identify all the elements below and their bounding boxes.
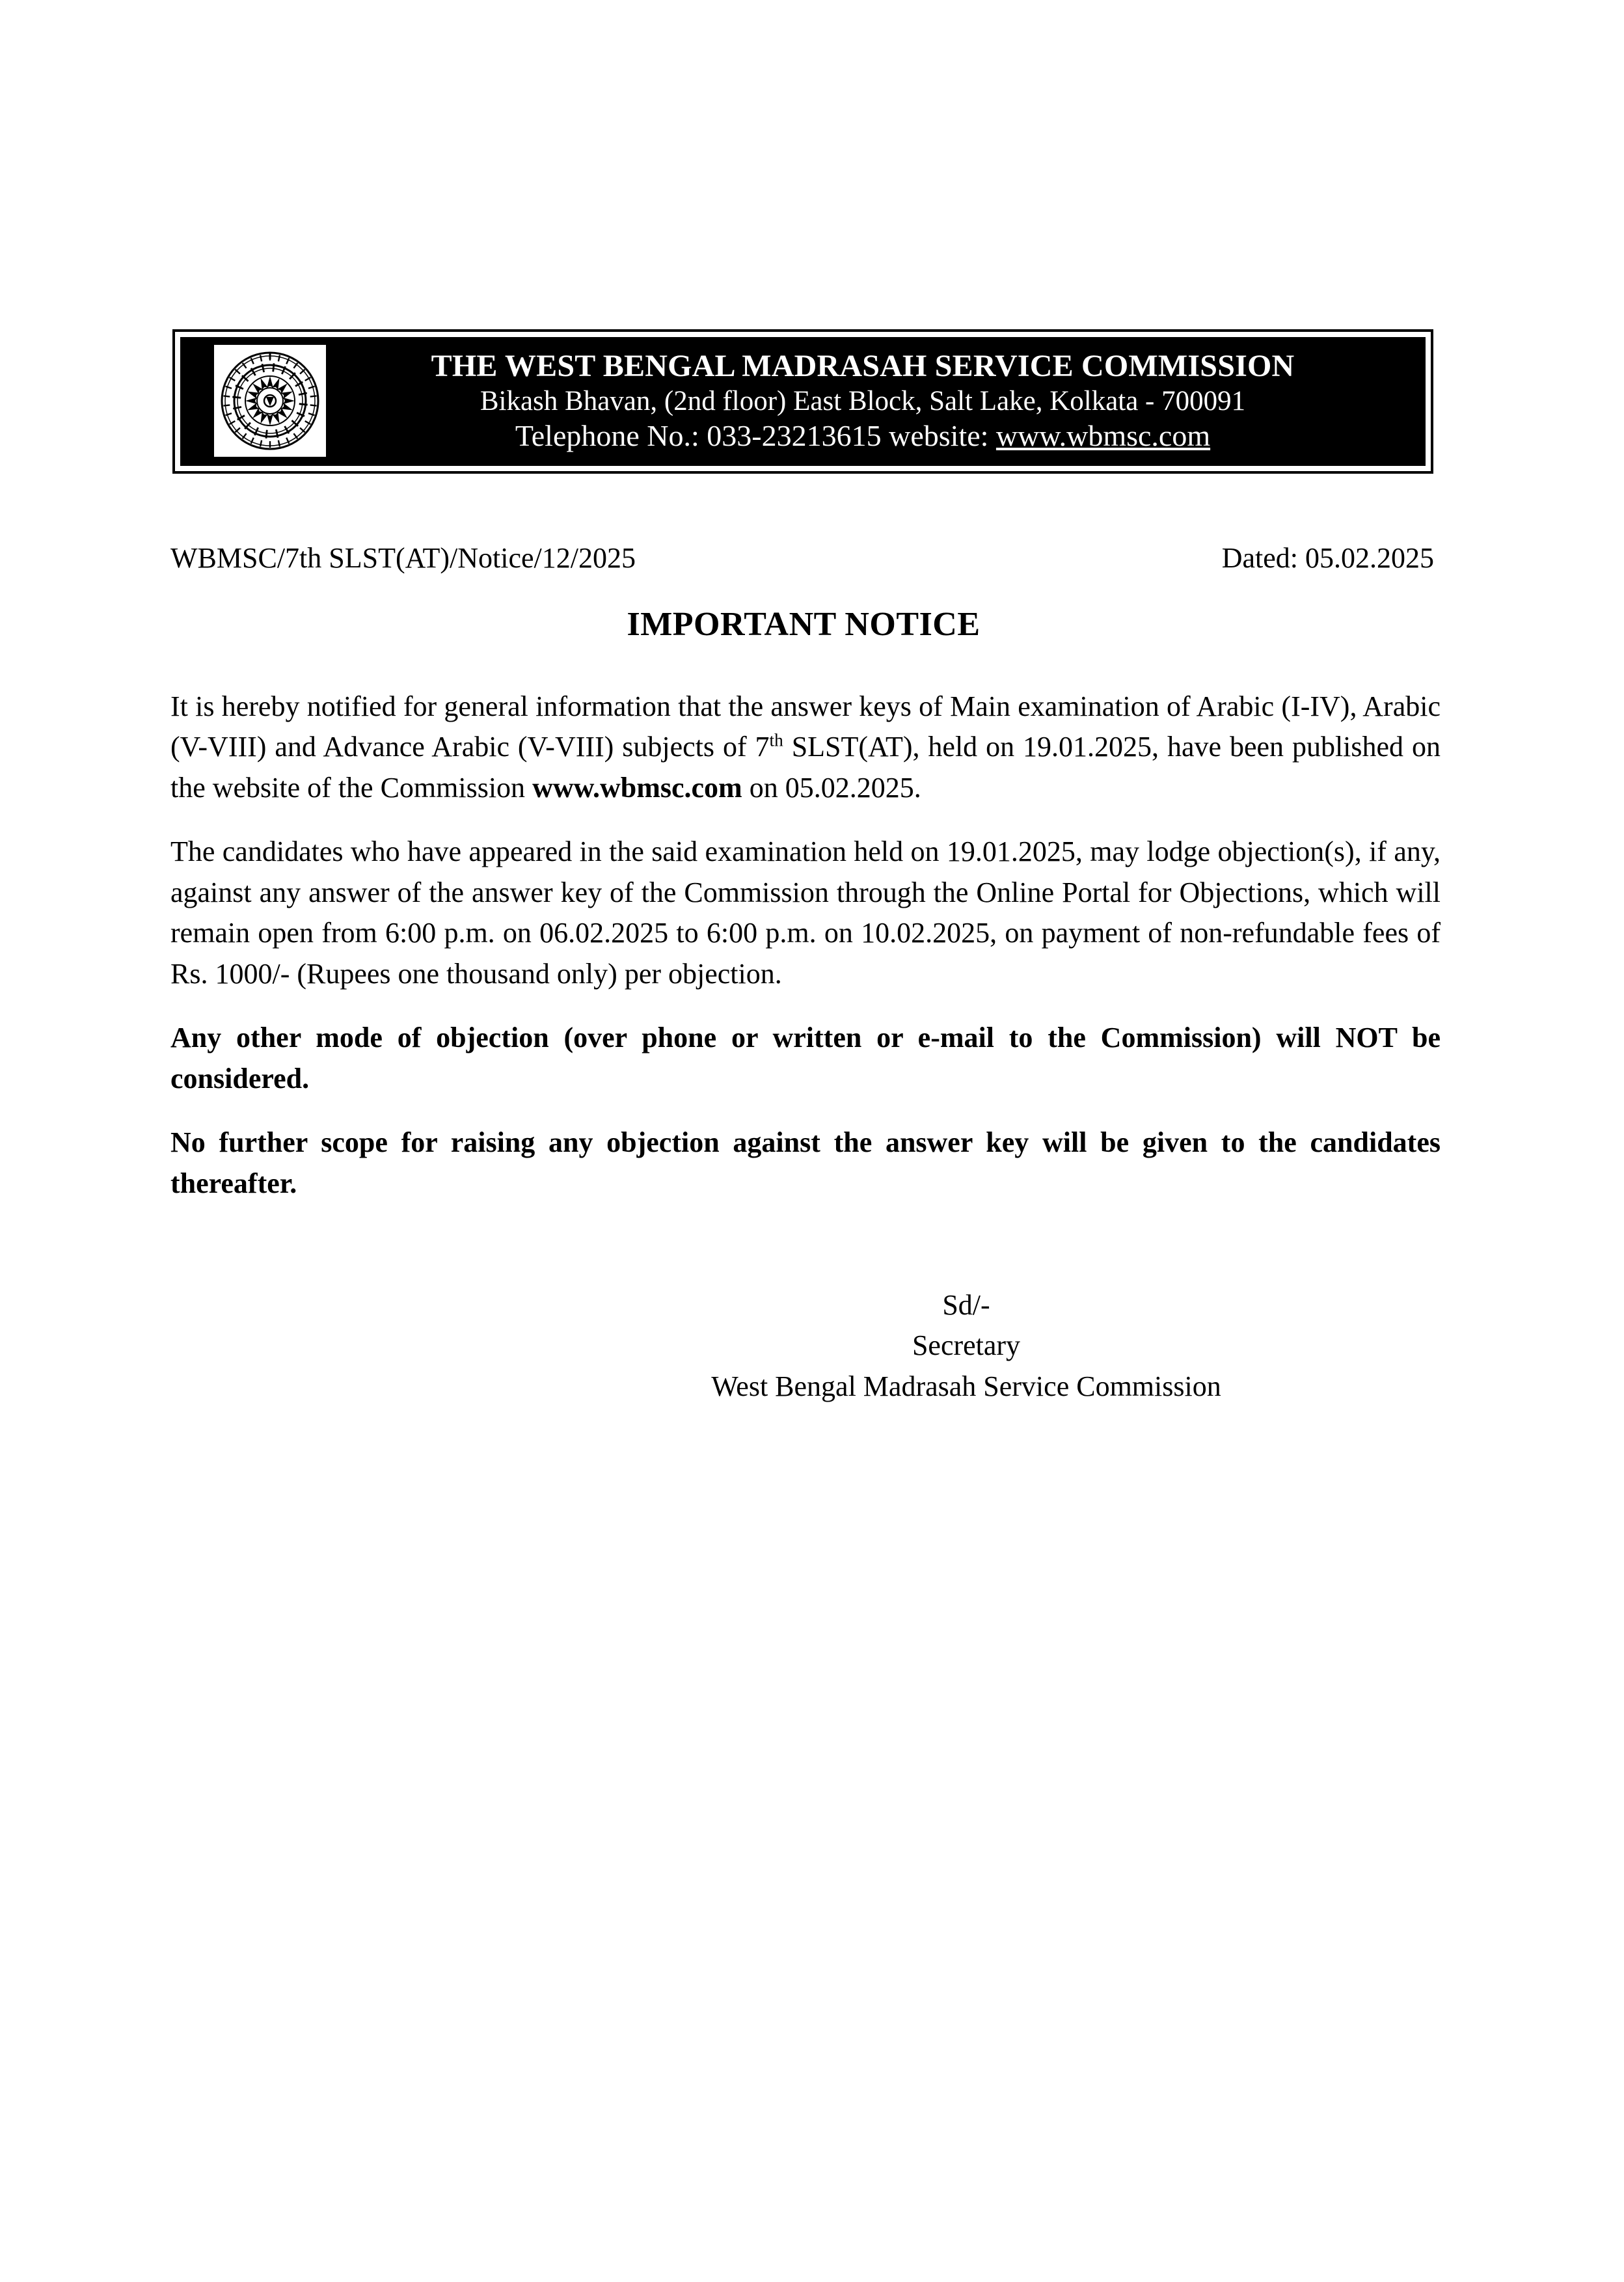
organisation-contact <box>338 419 1388 453</box>
paragraph-no-further-scope: No further scope for raising any objection against the answer key will be given to the candidates thereafter. <box>170 1126 1441 1199</box>
reference-row <box>170 541 1437 576</box>
signatory-designation: Secretary <box>912 1329 1021 1362</box>
wb-government-seal-icon <box>214 345 326 457</box>
letterhead <box>172 329 1433 474</box>
signatory-organisation: West Bengal Madrasah Service Commission <box>711 1370 1221 1402</box>
p1-segment-2: SLST(AT), held on 19.01.2025, have been published on the website of the Commission <box>170 731 1441 804</box>
notice-body <box>170 686 1441 1227</box>
website-mention: www.wbmsc.com <box>532 771 742 804</box>
website-link[interactable]: www.wbmsc.com <box>995 419 1211 453</box>
signature-sd: Sd/- <box>942 1289 990 1321</box>
page-title: IMPORTANT NOTICE <box>627 606 981 643</box>
ordinal-suffix: th <box>769 730 783 750</box>
letterhead-text-block <box>338 349 1414 452</box>
letterhead-inner-bar <box>180 337 1426 466</box>
telephone-label: Telephone No.: 033-23213615 website: <box>515 419 996 453</box>
paragraph-answer-keys-published <box>170 686 1441 808</box>
signature-block <box>494 1285 1438 1407</box>
notice-date: Dated: 05.02.2025 <box>1221 542 1434 574</box>
organisation-address: Bikash Bhavan, (2nd floor) East Block, Salt Lake, Kolkata - 700091 <box>480 386 1246 417</box>
paragraph-objection-window: The candidates who have appeared in the said examination held on 19.01.2025, may lodge objection(s), if any, against any answer of the answer key of the Commission through the Online Portal for Objections, which will remain open from 6:00 p.m. on 06.02.2025 to 6:00 p.m. on 10.02.2025, on payment of non-refundable fees of Rs. 1000/- (Rupees one thousand only) per objection. <box>170 835 1441 990</box>
organisation-name: THE WEST BENGAL MADRASAH SERVICE COMMISSION <box>431 349 1295 384</box>
paragraph-other-modes-not-considered: Any other mode of objection (over phone or written or e-mail to the Commission) will NOT be considered. <box>170 1022 1441 1094</box>
p1-segment-1: It is hereby notified for general information that the answer keys of Main examination of Arabic (I-IV), Arabic (V-VIII) and Advance Arabic (V-VIII) subjects of 7 <box>170 690 1441 763</box>
memo-number: WBMSC/7th SLST(AT)/Notice/12/2025 <box>170 542 636 574</box>
p1-segment-3: on 05.02.2025. <box>742 771 921 804</box>
